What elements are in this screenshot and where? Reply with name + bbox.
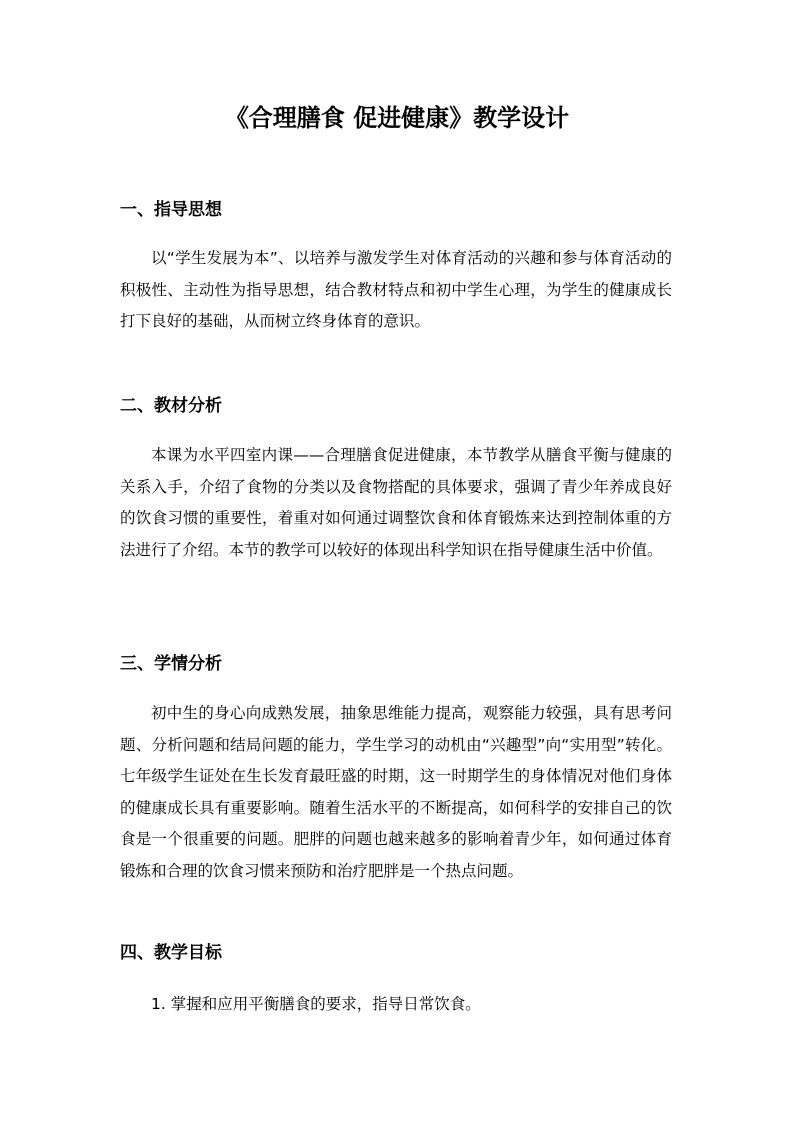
document-title: 《合理膳食 促进健康》教学设计: [224, 104, 570, 132]
section-heading-guiding-ideology: 一、指导思想: [120, 200, 222, 220]
section-heading-textbook-analysis: 二、教材分析: [120, 396, 222, 416]
section-heading-teaching-objectives: 四、教学目标: [120, 943, 222, 963]
section-paragraph-learner-analysis: 初中生的身心向成熟发展，抽象思维能力提高，观察能力较强，具有思考问题、分析问题和结局问题的能力，学生学习的动机由“兴趣型”向“实用型”转化。七年级学生证处在生长发育最旺盛的时期，这一时期学生的身体情况对他们身体的健康成长具有重要影响。随着生活水平的不断提高，如何科学的安排自己的饮食是一个很重要的问题。肥胖的问题也越来越多的影响着青少年，如何通过体育锻炼和合理的饮食习惯来预防和治疗肥胖是一个热点问题。: [120, 704, 672, 880]
list-item: 1. 掌握和应用平衡膳食的要求，指导日常饮食。: [151, 995, 481, 1013]
section-paragraph-textbook-analysis: 本课为水平四室内课——合理膳食促进健康，本节教学从膳食平衡与健康的关系入手，介绍了食物的分类以及食物搭配的具体要求，强调了青少年养成良好的饮食习惯的重要性，着重对如何通过调整饮食和体育锻炼来达到控制体重的方法进行了介绍。本节的教学可以较好的体现出科学知识在指导健康生活中价值。: [120, 446, 672, 559]
section-paragraph-guiding-ideology: 以“学生发展为本”、以培养与激发学生对体育活动的兴趣和参与体育活动的积极性、主动性为指导思想，结合教材特点和初中学生心理，为学生的健康成长打下良好的基础，从而树立终身体育的意识。: [120, 249, 672, 330]
section-heading-learner-analysis: 三、学情分析: [120, 654, 222, 674]
